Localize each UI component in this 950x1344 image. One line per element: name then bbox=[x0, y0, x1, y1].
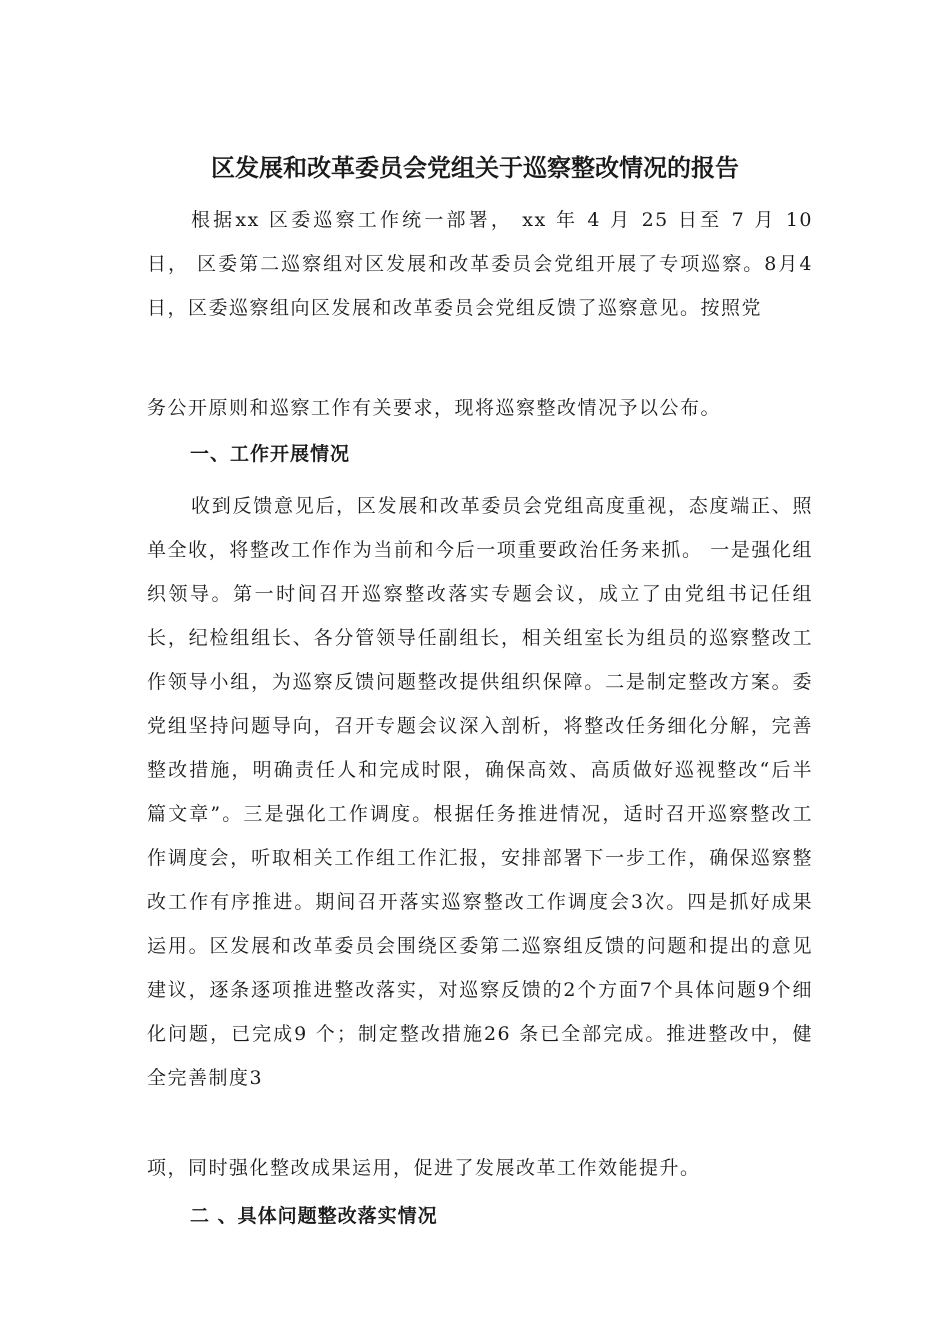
paragraph-intro: 根据xx 区委巡察工作统一部署， xx 年 4 月 25 日至 7 月 10 日， 区委第二巡察组对区发展和改革委员会党组开展了专项巡察。8月4 日，区委巡察组向区发展和改革委员会党组反馈了巡察意见。按照党 bbox=[147, 209, 813, 319]
section-heading-2: 二 、具体问题整改落实情况 bbox=[190, 1205, 438, 1227]
paragraph-work-progress: 收到反馈意见后，区发展和改革委员会党组高度重视，态度端正、照单全收，将整改工作作为当前和今后一项重要政治任务来抓。 一是强化组织领导。第一时间召开巡察整改落实专题会议，成立了由党组书记任组长，纪检组组长、各分管领导任副组长，相关组室长为组员的巡察整改工作领导小组，为巡察反馈问题整改提供组织保障。二是制定整改方案。委党组坚持问题导向，召开专题会议深入剖析，将整改任务细化分解，完善整改措施，明确责任人和完成时限，确保高效、高质做好巡视整改“后半篇文章”。三是强化工作调度。根据任务推进情况，适时召开巡察整改工作调度会，听取相关工作组工作汇报，安排部署下一步工作，确保巡察整改工作有序推进。期间召开落实巡察整改工作调度会3次。四是抓好成果运用。区发展和改革委员会围绕区委第二巡察组反馈的问题和提出的意见建议，逐条逐项推进整改落实，对巡察反馈的2个方面7个具体问题9个细化问题，已完成9 个；制定整改措施26 条已全部完成。推进整改中，健全完善制度3 bbox=[147, 495, 813, 1089]
document-title: 区发展和改革委员会党组关于巡察整改情况的报告 bbox=[211, 154, 739, 182]
section-heading-1: 一、工作开展情况 bbox=[190, 443, 351, 465]
paragraph-work-progress-continued: 项，同时强化整改成果运用，促进了发展改革工作效能提升。 bbox=[147, 1157, 701, 1179]
paragraph-intro-continued: 务公开原则和巡察工作有关要求，现将巡察整改情况予以公布。 bbox=[147, 397, 722, 419]
